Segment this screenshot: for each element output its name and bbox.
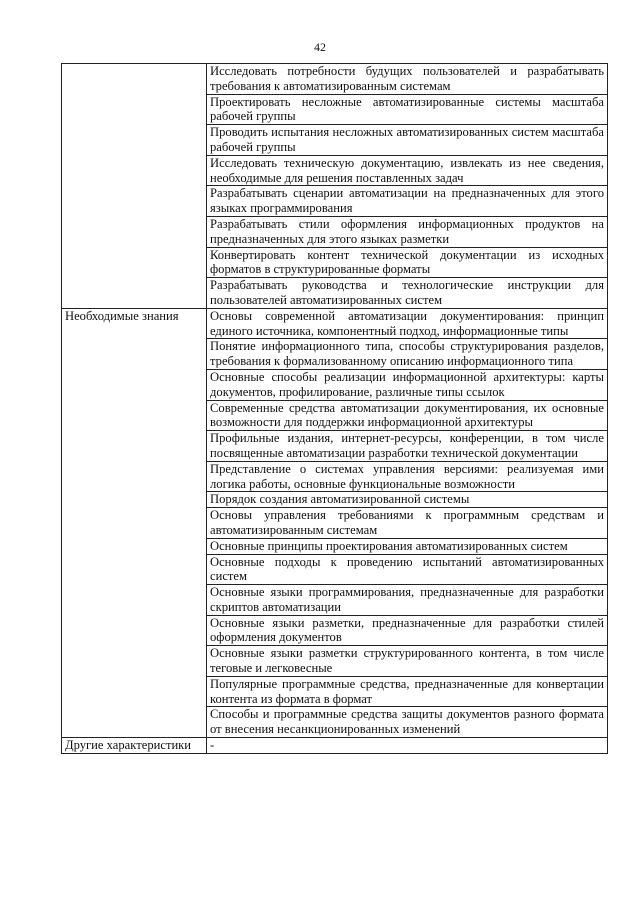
requirement-cell xyxy=(207,554,608,585)
section-label: Необходимые знания xyxy=(62,308,207,737)
requirement-cell xyxy=(207,186,608,217)
requirement-cell xyxy=(207,369,608,400)
requirement-text: Основные принципы проектирования автоматизированных систем xyxy=(210,538,568,553)
requirement-text: - xyxy=(210,738,215,753)
requirement-cell xyxy=(207,278,608,309)
requirement-cell xyxy=(207,492,608,508)
requirement-text: Основы современной автоматизации документирования: принцип единого источника, компонентный подход, информационные типы xyxy=(210,308,604,338)
requirement-cell xyxy=(207,738,608,754)
requirement-text: Проектировать несложные автоматизированные системы масштаба рабочей группы xyxy=(210,94,604,124)
requirement-cell xyxy=(207,676,608,707)
requirement-text: Основные способы реализации информационной архитектуры: карты документов, профилирование, различные типы ссылок xyxy=(210,369,604,399)
requirement-text: Профильные издания, интернет-ресурсы, конференции, в том числе посвященные автоматизации разработки технической документации xyxy=(210,431,604,460)
requirement-cell xyxy=(207,431,608,462)
requirement-cell xyxy=(207,538,608,554)
requirement-text: Популярные программные средства, предназначенные для конвертации контента из формата в формат xyxy=(210,676,604,706)
requirement-text: Порядок создания автоматизированной системы xyxy=(210,492,470,507)
page-number: 42 xyxy=(314,40,326,54)
requirement-cell xyxy=(207,508,608,539)
table-row xyxy=(62,308,608,339)
requirement-text: Современные средства автоматизации документирования, их основные возможности для поддержки информационной архитектуры xyxy=(210,400,604,430)
requirement-cell xyxy=(207,615,608,646)
requirement-text: Исследовать потребности будущих пользователей и разрабатывать требования к автоматизированным системам xyxy=(210,64,604,93)
requirement-text: Основные подходы к проведению испытаний автоматизированных систем xyxy=(210,554,604,584)
requirement-text: Способы и программные средства защиты документов разного формата от внесения несанкционированных изменений xyxy=(210,707,604,737)
requirement-text: Проводить испытания несложных автоматизированных систем масштаба рабочей группы xyxy=(210,125,604,154)
requirement-cell xyxy=(207,646,608,677)
requirement-cell xyxy=(207,216,608,247)
requirement-cell xyxy=(207,585,608,616)
requirement-cell xyxy=(207,308,608,339)
section-label xyxy=(62,64,207,309)
requirement-cell xyxy=(207,155,608,186)
requirement-text: Конвертировать контент технической документации из исходных форматов в структурированные форматы xyxy=(210,247,604,277)
requirements-table xyxy=(61,63,608,754)
section-label: Другие характеристики xyxy=(62,738,207,754)
requirement-cell xyxy=(207,94,608,125)
requirement-cell xyxy=(207,247,608,278)
requirement-text: Основные языки разметки структурированного контента, в том числе теговые и легковесные xyxy=(210,646,604,676)
requirement-cell xyxy=(207,400,608,431)
requirement-text: Исследовать техническую документацию, извлекать из нее сведения, необходимые для решения поставленных задач xyxy=(210,155,604,185)
requirement-cell xyxy=(207,125,608,156)
requirement-text: Представление о системах управления версиями: реализуемая ими логика работы, основные функциональные возможности xyxy=(210,461,604,491)
requirement-text: Понятие информационного типа, способы структурирования разделов, требования к формализованному описанию информационного типа xyxy=(210,339,604,369)
requirement-text: Разрабатывать руководства и технологические инструкции для пользователей автоматизированных систем xyxy=(210,278,604,307)
table-row xyxy=(62,64,608,95)
requirement-cell xyxy=(207,707,608,738)
requirement-cell xyxy=(207,339,608,370)
requirement-text: Основы управления требованиями к программным средствам и автоматизированным системам xyxy=(210,508,604,537)
table-body xyxy=(62,64,608,754)
requirement-text: Разрабатывать стили оформления информационных продуктов на предназначенных для этого языках разметки xyxy=(210,216,604,246)
requirement-text: Основные языки программирования, предназначенные для разработки скриптов автоматизации xyxy=(210,585,604,614)
requirement-text: Разрабатывать сценарии автоматизации на предназначенных для этого языках программирования xyxy=(210,186,604,216)
requirement-text: Основные языки разметки, предназначенные для разработки стилей оформления документов xyxy=(210,615,604,645)
requirement-cell xyxy=(207,461,608,492)
table-row xyxy=(62,738,608,754)
requirement-cell xyxy=(207,64,608,95)
